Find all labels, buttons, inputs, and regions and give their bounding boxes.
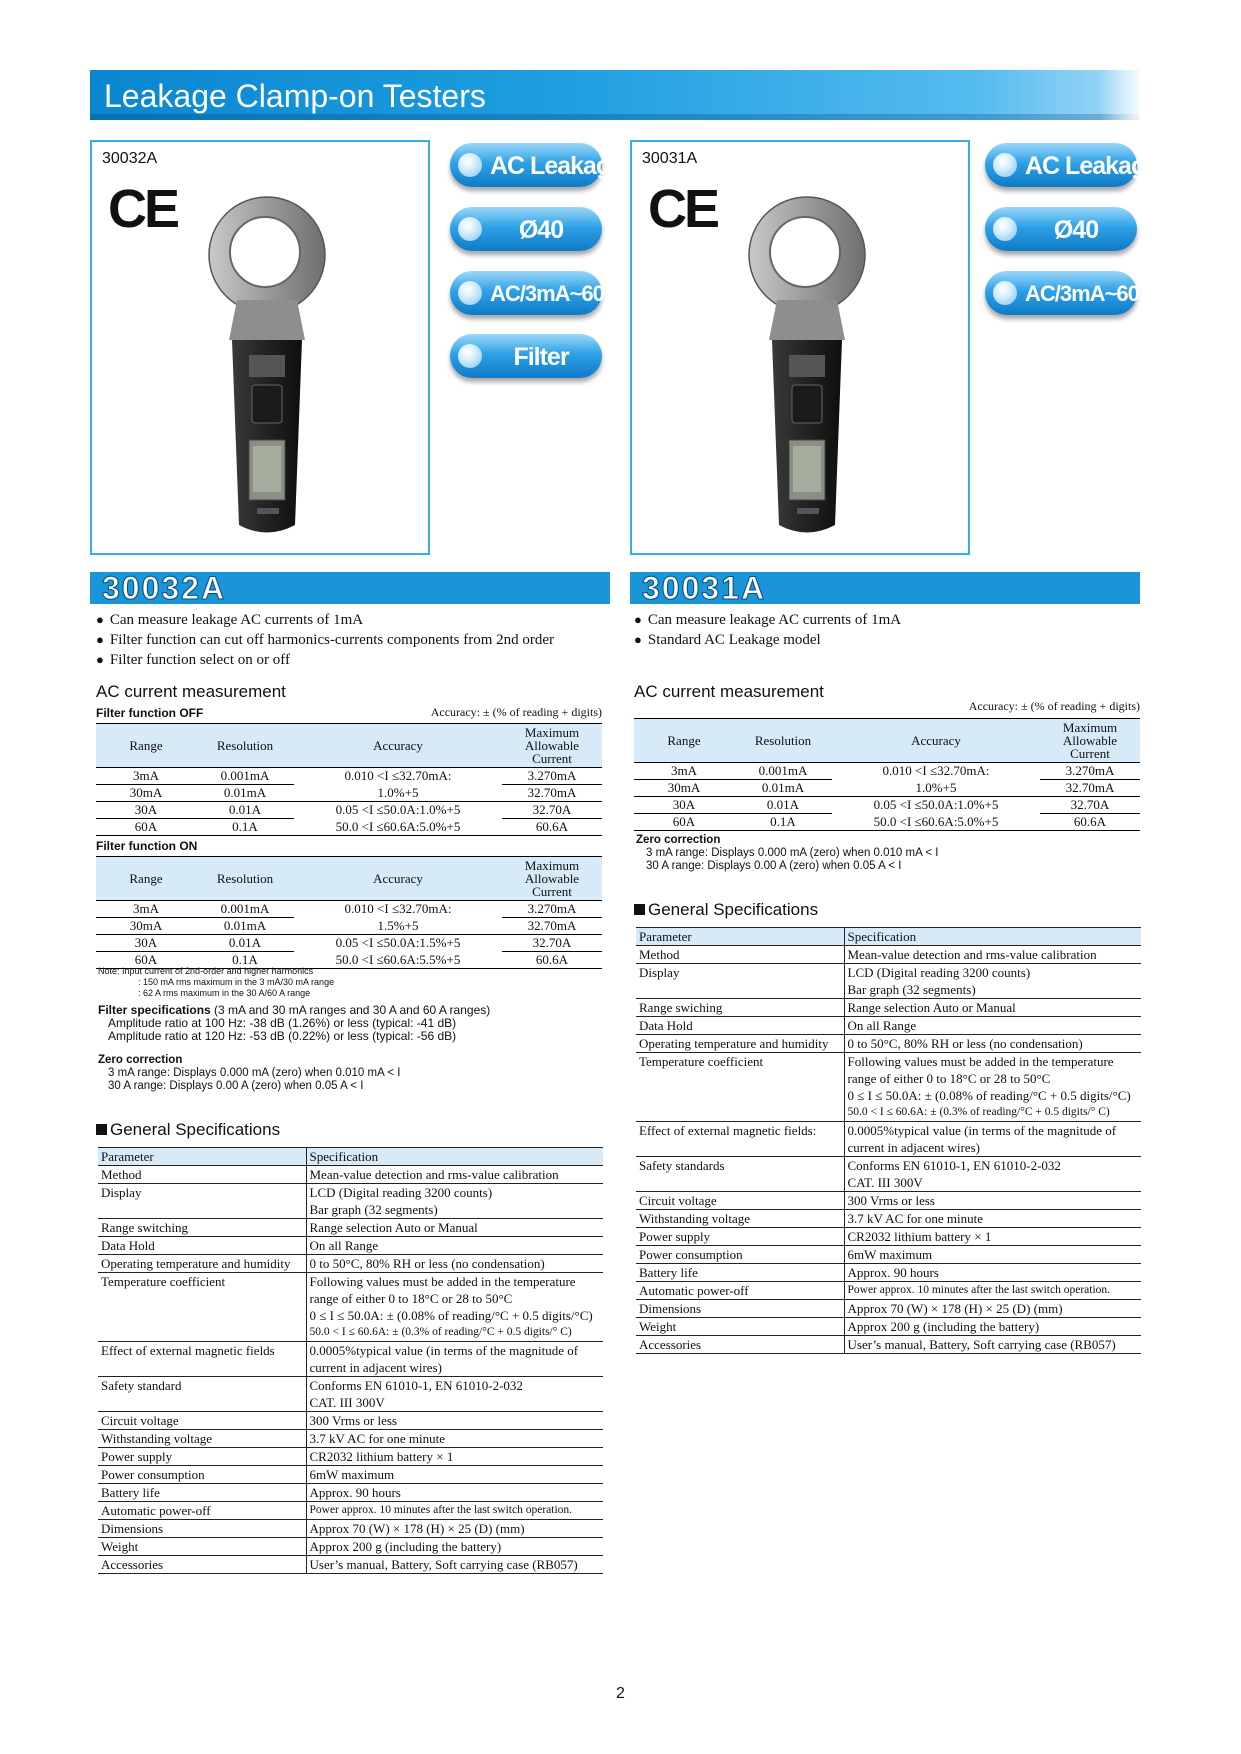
badge-filter: Filter	[450, 334, 602, 378]
zero-correction: Zero correction 3 mA range: Displays 0.000 mA (zero) when 0.010 mA < I 30 A range: Displays 0.00 A (zero) when 0.05 A < I	[98, 1054, 401, 1092]
col-header: Accuracy	[832, 719, 1040, 763]
model-bar-30032a	[90, 572, 610, 604]
spec-value-line: range of either 0 to 18°C or 28 to 50°C	[847, 1071, 1051, 1086]
spec-value-line: range of either 0 to 18°C or 28 to 50°C	[309, 1291, 513, 1306]
spec-parameter: Safety standard	[98, 1377, 306, 1412]
spec-row	[98, 1466, 603, 1484]
spec-parameter: Circuit voltage	[636, 1192, 844, 1210]
spec-value-line: User’s manual, Battery, Soft carrying case (RB057)	[847, 1337, 1116, 1352]
spec-parameter: Withstanding voltage	[636, 1210, 844, 1228]
accuracy-note: Accuracy: ± (% of reading + digits)	[968, 699, 1140, 713]
spec-value	[844, 964, 1141, 999]
model-bar-30031a	[630, 572, 1140, 604]
spec-row	[636, 964, 1141, 999]
spec-parameter: Accessories	[636, 1336, 844, 1354]
clamp-meter-image	[737, 190, 877, 550]
spec-value	[306, 1273, 603, 1342]
spec-value-line: Mean-value detection and rms-value calibration	[847, 947, 1097, 962]
spec-value-line: Approx 70 (W) × 178 (H) × 25 (D) (mm)	[847, 1301, 1063, 1316]
spec-value	[306, 1430, 603, 1448]
spec-value	[844, 1017, 1141, 1035]
spec-parameter: Accessories	[98, 1556, 306, 1574]
col-header: Range	[96, 857, 196, 901]
spec-row	[98, 1237, 603, 1255]
spec-value-line: Conforms EN 61010-1, EN 61010-2-032	[847, 1158, 1061, 1173]
badge-ac-range: AC/3mA~60A	[985, 271, 1137, 315]
col-header: Maximum Allowable Current	[502, 857, 602, 901]
col-header: Resolution	[196, 857, 294, 901]
spec-value	[306, 1377, 603, 1412]
table-row: 3mA 0.001mA 0.010 <I ≤32.70mA: 3.270mA	[96, 901, 602, 918]
spec-value	[844, 1264, 1141, 1282]
spec-value	[306, 1412, 603, 1430]
table-row: 30mA 0.01mA 1.0%+5 32.70mA	[634, 780, 1140, 797]
title-banner	[90, 70, 1140, 120]
spec-value-line: CR2032 lithium battery × 1	[309, 1449, 454, 1464]
col-header: Accuracy	[294, 857, 502, 901]
spec-value-line: Approx 200 g (including the battery)	[847, 1319, 1040, 1334]
spec-row	[98, 1166, 603, 1184]
spec-value	[844, 999, 1141, 1017]
table-row: 30mA 0.01mA 1.0%+5 32.70mA	[96, 785, 602, 802]
spec-value	[844, 946, 1141, 964]
ce-mark-icon: CE	[108, 179, 178, 239]
spec-value-line: Range selection Auto or Manual	[847, 1000, 1016, 1015]
spec-value	[306, 1466, 603, 1484]
spec-value-line: LCD (Digital reading 3200 counts)	[847, 965, 1031, 980]
zero-correction: Zero correction 3 mA range: Displays 0.000 mA (zero) when 0.010 mA < I 30 A range: Displays 0.00 A (zero) when 0.05 A < I	[636, 834, 939, 872]
spec-value	[844, 1336, 1141, 1354]
spec-row	[98, 1184, 603, 1219]
model-tag: 30032A	[102, 150, 158, 167]
ac-measurement-table	[634, 718, 1140, 831]
spec-value-line: Following values must be added in the temperature	[309, 1274, 576, 1289]
spec-row	[98, 1342, 603, 1377]
spec-parameter: Power consumption	[98, 1466, 306, 1484]
spec-parameter: Operating temperature and humidity	[636, 1035, 844, 1053]
spec-header-row	[98, 1148, 603, 1166]
spec-value	[844, 1282, 1141, 1300]
spec-value-line: Conforms EN 61010-1, EN 61010-2-032	[309, 1378, 523, 1393]
spec-value	[844, 1318, 1141, 1336]
spec-row	[98, 1430, 603, 1448]
filter-specifications: Filter specifications (3 mA and 30 mA ranges and 30 A and 60 A ranges) Amplitude ratio at 100 Hz: -38 dB (1.26%) or less (typical: -41 dB) Amplitude ratio at 120 Hz: -53 dB (0.22%) or less (typical: -56 dB)	[98, 1003, 491, 1043]
spec-parameter: Weight	[636, 1318, 844, 1336]
spec-value	[844, 1053, 1141, 1122]
spec-row	[98, 1502, 603, 1520]
spec-parameter: Power consumption	[636, 1246, 844, 1264]
general-spec-table	[98, 1147, 603, 1574]
spec-value	[306, 1538, 603, 1556]
spec-value-line: 0 to 50°C, 80% RH or less (no condensation)	[309, 1256, 545, 1271]
feature-item: ● Standard AC Leakage model	[634, 630, 1139, 650]
spec-value-line: CR2032 lithium battery × 1	[847, 1229, 992, 1244]
spec-parameter: Automatic power-off	[636, 1282, 844, 1300]
model-bar-label: 30032A	[102, 570, 227, 606]
feature-list	[634, 610, 1139, 650]
spec-value-line: LCD (Digital reading 3200 counts)	[309, 1185, 493, 1200]
general-spec-table	[636, 927, 1141, 1354]
badge-ac-leakage: AC Leakage	[985, 143, 1137, 187]
page-title: Leakage Clamp-on Testers	[104, 78, 486, 114]
spec-header-row	[636, 928, 1141, 946]
spec-value-line: current in adjacent wires)	[847, 1140, 980, 1155]
spec-parameter: Temperature coefficient	[98, 1273, 306, 1342]
col-header: Range	[96, 724, 196, 768]
spec-row	[98, 1412, 603, 1430]
table-row: 3mA 0.001mA 0.010 <I ≤32.70mA: 3.270mA	[96, 768, 602, 785]
clamp-meter-image	[197, 190, 337, 550]
spec-value-line: current in adjacent wires)	[309, 1360, 442, 1375]
spec-col-header: Parameter	[636, 928, 844, 946]
spec-value	[306, 1219, 603, 1237]
spec-value	[844, 1210, 1141, 1228]
spec-row	[98, 1377, 603, 1412]
filter-on-table	[96, 856, 602, 969]
spec-value-line: 0 to 50°C, 80% RH or less (no condensation)	[847, 1036, 1083, 1051]
spec-row	[98, 1273, 603, 1342]
spec-parameter: Data Hold	[636, 1017, 844, 1035]
spec-parameter: Battery life	[98, 1484, 306, 1502]
spec-parameter: Display	[98, 1184, 306, 1219]
spec-parameter: Method	[98, 1166, 306, 1184]
page-number: 2	[616, 1685, 625, 1702]
spec-row	[636, 1282, 1141, 1300]
filter-off-title: Filter function OFF	[96, 706, 204, 720]
spec-value-line: 50.0 < I ≤ 60.6A: ± (0.3% of reading/°C + 0.5 digits/° C)	[309, 1326, 572, 1338]
spec-value	[306, 1502, 603, 1520]
badge-diameter: Ø40	[450, 207, 602, 251]
spec-value-line: Approx 200 g (including the battery)	[309, 1539, 502, 1554]
spec-parameter: Safety standards	[636, 1157, 844, 1192]
spec-value	[306, 1556, 603, 1574]
spec-value-line: Power approx. 10 minutes after the last switch operation.	[847, 1284, 1111, 1296]
spec-row	[98, 1538, 603, 1556]
spec-value-line: Bar graph (32 segments)	[309, 1202, 438, 1217]
filter-off-table	[96, 723, 602, 836]
model-bar-label: 30031A	[642, 570, 767, 606]
spec-row	[636, 1318, 1141, 1336]
spec-value-line: On all Range	[847, 1018, 917, 1033]
spec-value-line: 50.0 < I ≤ 60.6A: ± (0.3% of reading/°C + 0.5 digits/° C)	[847, 1106, 1110, 1118]
table-row: 60A 0.1A 50.0 <I ≤60.6A:5.0%+5 60.6A	[96, 819, 602, 836]
spec-row	[98, 1219, 603, 1237]
general-spec-heading: General Specifications	[96, 1120, 280, 1140]
col-header: Range	[634, 719, 734, 763]
spec-row	[636, 1264, 1141, 1282]
spec-parameter: Dimensions	[636, 1300, 844, 1318]
harmonics-note: Note: Input current of 2nd-order and higher harmonics : 150 mA rms maximum in the 3 mA/30 mA range : 62 A rms maximum in the 30 A/60 A range	[98, 966, 335, 998]
spec-value-line: Following values must be added in the temperature	[847, 1054, 1114, 1069]
col-header: Resolution	[734, 719, 832, 763]
spec-row	[636, 1192, 1141, 1210]
spec-parameter: Battery life	[636, 1264, 844, 1282]
badge-diameter: Ø40	[985, 207, 1137, 251]
spec-value-line: Bar graph (32 segments)	[847, 982, 976, 997]
spec-value-line: User’s manual, Battery, Soft carrying case (RB057)	[309, 1557, 578, 1572]
spec-value-line: Approx 70 (W) × 178 (H) × 25 (D) (mm)	[309, 1521, 525, 1536]
spec-parameter: Range switching	[98, 1219, 306, 1237]
table-row: 30A 0.01A 0.05 <I ≤50.0A:1.0%+5 32.70A	[634, 797, 1140, 814]
spec-row	[636, 999, 1141, 1017]
spec-value-line: 3.7 kV AC for one minute	[309, 1431, 446, 1446]
spec-value	[844, 1228, 1141, 1246]
spec-parameter: Data Hold	[98, 1237, 306, 1255]
spec-parameter: Weight	[98, 1538, 306, 1556]
col-header: Maximum Allowable Current	[1040, 719, 1140, 763]
spec-row	[636, 1017, 1141, 1035]
product-photo-frame-30032a	[90, 140, 430, 555]
spec-row	[636, 1300, 1141, 1318]
spec-value-line: CAT. III 300V	[847, 1175, 923, 1190]
spec-col-header: Parameter	[98, 1148, 306, 1166]
spec-value	[844, 1192, 1141, 1210]
spec-parameter: Effect of external magnetic fields	[98, 1342, 306, 1377]
spec-row	[636, 1246, 1141, 1264]
spec-value-line: 0.0005%typical value (in terms of the magnitude of	[309, 1343, 579, 1358]
feature-item: ● Can measure leakage AC currents of 1mA	[634, 610, 1139, 630]
col-header: Resolution	[196, 724, 294, 768]
spec-value	[844, 1157, 1141, 1192]
spec-row	[636, 1228, 1141, 1246]
spec-parameter: Circuit voltage	[98, 1412, 306, 1430]
spec-value-line: On all Range	[309, 1238, 379, 1253]
accuracy-note: Accuracy: ± (% of reading + digits)	[430, 705, 602, 719]
spec-col-header: Specification	[844, 928, 1141, 946]
spec-row	[636, 1336, 1141, 1354]
table-row: 3mA 0.001mA 0.010 <I ≤32.70mA: 3.270mA	[634, 763, 1140, 780]
spec-value	[306, 1520, 603, 1538]
badge-ac-range: AC/3mA~60A	[450, 271, 602, 315]
spec-value	[844, 1246, 1141, 1264]
general-spec-heading: General Specifications	[634, 900, 818, 920]
spec-value-line: Power approx. 10 minutes after the last switch operation.	[309, 1504, 573, 1516]
model-tag: 30031A	[642, 150, 698, 167]
spec-parameter: Temperature coefficient	[636, 1053, 844, 1122]
spec-parameter: Automatic power-off	[98, 1502, 306, 1520]
feature-item: ● Filter function can cut off harmonics-currents components from 2nd order	[96, 630, 616, 650]
feature-list	[96, 610, 616, 670]
spec-value-line: 300 Vrms or less	[847, 1193, 935, 1208]
spec-value	[306, 1342, 603, 1377]
spec-parameter: Dimensions	[98, 1520, 306, 1538]
col-header: Accuracy	[294, 724, 502, 768]
spec-value-line: 300 Vrms or less	[309, 1413, 397, 1428]
col-header: Maximum Allowable Current	[502, 724, 602, 768]
ce-mark-icon: CE	[648, 179, 718, 239]
spec-parameter: Method	[636, 946, 844, 964]
spec-value	[306, 1484, 603, 1502]
spec-row	[636, 1122, 1141, 1157]
spec-value-line: CAT. III 300V	[309, 1395, 385, 1410]
spec-row	[98, 1520, 603, 1538]
spec-col-header: Specification	[306, 1148, 603, 1166]
spec-row	[98, 1255, 603, 1273]
spec-value-line: Mean-value detection and rms-value calibration	[309, 1167, 559, 1182]
spec-parameter: Withstanding voltage	[98, 1430, 306, 1448]
spec-row	[636, 1053, 1141, 1122]
spec-value-line: Approx. 90 hours	[847, 1265, 939, 1280]
spec-value-line: Approx. 90 hours	[309, 1485, 401, 1500]
spec-row	[98, 1484, 603, 1502]
spec-value	[306, 1448, 603, 1466]
spec-parameter: Power supply	[98, 1448, 306, 1466]
spec-row	[98, 1448, 603, 1466]
table-row: 60A 0.1A 50.0 <I ≤60.6A:5.5%+5 60.6A	[96, 952, 602, 969]
spec-value	[844, 1300, 1141, 1318]
table-row: 30A 0.01A 0.05 <I ≤50.0A:1.0%+5 32.70A	[96, 802, 602, 819]
table-row: 30mA 0.01mA 1.5%+5 32.70mA	[96, 918, 602, 935]
spec-parameter: Range swiching	[636, 999, 844, 1017]
spec-value	[306, 1255, 603, 1273]
spec-value	[306, 1184, 603, 1219]
badge-ac-leakage: AC Leakage	[450, 143, 602, 187]
filter-on-title: Filter function ON	[96, 839, 198, 853]
product-photo-frame-30031a	[630, 140, 970, 555]
feature-item: ● Filter function select on or off	[96, 650, 616, 670]
spec-value-line: 0 ≤ I ≤ 50.0A: ± (0.08% of reading/°C + 0.5 digits/°C)	[847, 1088, 1131, 1103]
spec-value-line: 6mW maximum	[847, 1247, 933, 1262]
spec-row	[636, 1157, 1141, 1192]
spec-value-line: Range selection Auto or Manual	[309, 1220, 478, 1235]
spec-row	[636, 1210, 1141, 1228]
spec-value	[306, 1166, 603, 1184]
spec-value	[306, 1237, 603, 1255]
table-row: 60A 0.1A 50.0 <I ≤60.6A:5.0%+5 60.6A	[634, 814, 1140, 831]
spec-value-line: 3.7 kV AC for one minute	[847, 1211, 984, 1226]
spec-parameter: Effect of external magnetic fields:	[636, 1122, 844, 1157]
ac-measurement-heading: AC current measurement	[96, 682, 286, 701]
spec-parameter: Display	[636, 964, 844, 999]
spec-value-line: 0.0005%typical value (in terms of the magnitude of	[847, 1123, 1117, 1138]
spec-row	[636, 946, 1141, 964]
spec-parameter: Power supply	[636, 1228, 844, 1246]
spec-value	[844, 1122, 1141, 1157]
feature-item: ● Can measure leakage AC currents of 1mA	[96, 610, 616, 630]
spec-value-line: 6mW maximum	[309, 1467, 395, 1482]
spec-parameter: Operating temperature and humidity	[98, 1255, 306, 1273]
table-row: 30A 0.01A 0.05 <I ≤50.0A:1.5%+5 32.70A	[96, 935, 602, 952]
spec-value	[844, 1035, 1141, 1053]
spec-value-line: 0 ≤ I ≤ 50.0A: ± (0.08% of reading/°C + 0.5 digits/°C)	[309, 1308, 593, 1323]
spec-row	[636, 1035, 1141, 1053]
spec-row	[98, 1556, 603, 1574]
ac-measurement-heading: AC current measurement	[634, 682, 824, 701]
